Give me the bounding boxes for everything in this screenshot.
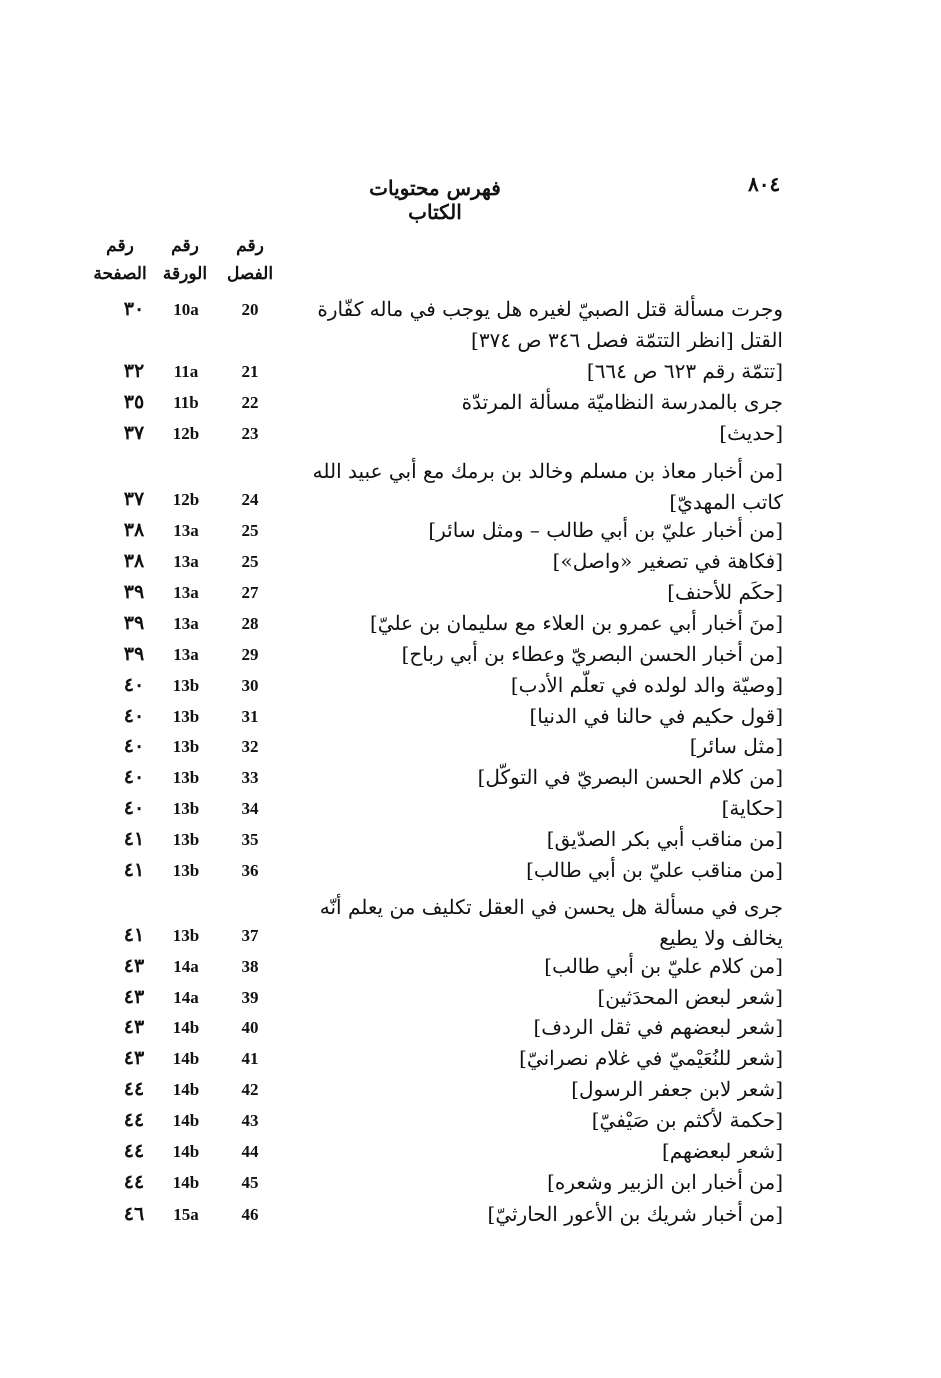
chapter-number: 21 bbox=[241, 362, 259, 381]
entry-title: [منَ أخبار أبي عمرو بن العلاء مع سليمان بن عليّ] bbox=[369, 611, 783, 635]
table-row bbox=[0, 1199, 941, 1230]
table-row bbox=[0, 824, 941, 855]
entry-title: [من مناقب عليّ بن أبي طالب] bbox=[526, 858, 783, 882]
folio-number: 15a bbox=[173, 1205, 199, 1224]
page-ref: ٤١ bbox=[123, 859, 145, 881]
entry-title: [من كلام عليّ بن أبي طالب] bbox=[544, 954, 783, 978]
entry-title: [من أخبار عليّ بن أبي طالب – ومثل سائر] bbox=[428, 518, 783, 542]
chapter-number: 30 bbox=[241, 676, 259, 695]
entry-title: [من مناقب أبي بكر الصدّيق] bbox=[546, 827, 783, 851]
table-row bbox=[0, 855, 941, 886]
folio-number: 14a bbox=[173, 988, 199, 1007]
table-row bbox=[0, 892, 941, 954]
folio-number: 13a bbox=[173, 583, 199, 602]
folio-number: 14b bbox=[172, 1049, 200, 1068]
column-header-folio-line2: الورقة bbox=[162, 264, 208, 284]
column-header-page-line1: رقم bbox=[106, 236, 134, 256]
entry-title: [فكاهة في تصغير «واصل»] bbox=[552, 549, 783, 573]
table-row bbox=[0, 294, 941, 356]
folio-number: 14a bbox=[173, 957, 199, 976]
entry-title: [من أخبار شريك بن الأعور الحارثيّ] bbox=[487, 1202, 783, 1226]
column-header-chapter-line1: رقم bbox=[236, 236, 264, 256]
page-ref: ٤٤ bbox=[123, 1109, 145, 1131]
table-row bbox=[0, 1043, 941, 1074]
chapter-number: 37 bbox=[241, 926, 259, 945]
table-row bbox=[0, 731, 941, 762]
page-ref: ٤٣ bbox=[123, 1047, 145, 1069]
table-row bbox=[0, 1136, 941, 1167]
chapter-number: 38 bbox=[241, 957, 259, 976]
table-row bbox=[0, 577, 941, 608]
page-ref: ٣٥ bbox=[123, 391, 145, 413]
table-row bbox=[0, 1074, 941, 1105]
folio-number: 13b bbox=[172, 830, 200, 849]
page-ref: ٤١ bbox=[123, 828, 145, 850]
page-ref: ٣٧ bbox=[123, 488, 145, 510]
page-ref: ٤٣ bbox=[123, 1016, 145, 1038]
entry-title: [من أخبار الحسن البصريّ وعطاء بن أبي رباح] bbox=[401, 642, 783, 666]
entry-title: [من أخبار معاذ بن مسلم وخالد بن برمك مع أبي عبيد الله كاتب المهديّ] bbox=[312, 459, 783, 514]
entry-title: [حكمة لأكثم بن صَيْفيّ] bbox=[591, 1108, 783, 1132]
entry-title: [حديث] bbox=[719, 421, 783, 445]
chapter-number: 25 bbox=[241, 552, 259, 571]
table-row bbox=[0, 1167, 941, 1198]
chapter-number: 36 bbox=[241, 861, 259, 880]
table-row bbox=[0, 387, 941, 418]
entry-title: [شعر للنُعَيْميّ في غلام نصرانيّ] bbox=[519, 1046, 783, 1070]
chapter-number: 35 bbox=[241, 830, 259, 849]
chapter-number: 31 bbox=[241, 707, 259, 726]
page-ref: ٤٠ bbox=[123, 766, 145, 788]
page-title: فهرس محتويات الكتاب bbox=[369, 176, 501, 224]
chapter-number: 28 bbox=[241, 614, 259, 633]
page-ref: ٣٨ bbox=[123, 519, 145, 541]
folio-number: 14b bbox=[172, 1142, 200, 1161]
entry-title: [شعر لبعض المحدَثين] bbox=[597, 985, 783, 1009]
chapter-number: 20 bbox=[241, 300, 259, 319]
folio-number: 13b bbox=[172, 768, 200, 787]
chapter-number: 32 bbox=[241, 737, 259, 756]
entry-title: [من أخبار ابن الزبير وشعره] bbox=[547, 1170, 783, 1194]
column-header-page-line2: الصفحة bbox=[93, 264, 147, 284]
folio-number: 13b bbox=[172, 799, 200, 818]
folio-number: 11a bbox=[173, 362, 199, 381]
chapter-number: 22 bbox=[241, 393, 259, 412]
chapter-number: 25 bbox=[241, 521, 259, 540]
chapter-number: 29 bbox=[241, 645, 259, 664]
table-row bbox=[0, 793, 941, 824]
chapter-number: 46 bbox=[241, 1205, 259, 1224]
folio-number: 13b bbox=[172, 737, 200, 756]
folio-number: 14b bbox=[172, 1173, 200, 1192]
folio-number: 13a bbox=[173, 645, 199, 664]
chapter-number: 45 bbox=[241, 1173, 259, 1192]
entry-title: جرى بالمدرسة النظاميّة مسألة المرتدّة bbox=[461, 390, 783, 414]
folio-number: 13a bbox=[173, 614, 199, 633]
entry-title: [شعر لبعضهم] bbox=[661, 1139, 783, 1163]
folio-number: 13b bbox=[172, 707, 200, 726]
table-row bbox=[0, 639, 941, 670]
chapter-number: 33 bbox=[241, 768, 259, 787]
entry-title: جرى في مسألة هل يحسن في العقل تكليف من يعلم أنّه يخالف ولا يطيع bbox=[319, 895, 783, 950]
folio-number: 13a bbox=[173, 552, 199, 571]
page-ref: ٤٠ bbox=[123, 735, 145, 757]
entry-title: [قول حكيم في حالنا في الدنيا] bbox=[529, 704, 783, 728]
folio-number: 12b bbox=[172, 490, 200, 509]
page-ref: ٤٦ bbox=[123, 1203, 145, 1225]
page-ref: ٤٤ bbox=[123, 1171, 145, 1193]
entry-title: [من كلام الحسن البصريّ في التوكّل] bbox=[477, 765, 783, 789]
table-row bbox=[0, 418, 941, 449]
folio-number: 11b bbox=[173, 393, 199, 412]
entry-title: [حكاية] bbox=[721, 796, 783, 820]
page-ref: ٣٢ bbox=[123, 360, 145, 382]
table-row bbox=[0, 356, 941, 387]
entry-title: وجرت مسألة قتل الصبيّ لغيره هل يوجب في ماله كفّارة القتل [انظر التتمّة فصل ٣٤٦ ص ٣٧٤] bbox=[317, 297, 783, 352]
page-ref: ٣٧ bbox=[123, 422, 145, 444]
chapter-number: 43 bbox=[241, 1111, 259, 1130]
folio-number: 13b bbox=[172, 861, 200, 880]
page-ref: ٣٩ bbox=[123, 581, 145, 603]
folio-number: 14b bbox=[172, 1018, 200, 1037]
page-ref: ٤٠ bbox=[123, 705, 145, 727]
page-ref: ٤١ bbox=[123, 924, 145, 946]
table-row bbox=[0, 515, 941, 546]
page-ref: ٤٣ bbox=[123, 986, 145, 1008]
table-row bbox=[0, 762, 941, 793]
table-row bbox=[0, 701, 941, 732]
table-row bbox=[0, 1012, 941, 1043]
table-row bbox=[0, 670, 941, 701]
page-ref: ٤٤ bbox=[123, 1078, 145, 1100]
entry-title: [تتمّة رقم ٦٢٣ ص ٦٦٤] bbox=[586, 359, 783, 383]
table-row bbox=[0, 546, 941, 577]
table-row bbox=[0, 608, 941, 639]
page-ref: ٣٠ bbox=[123, 298, 145, 320]
entry-title: [وصيّة والد لولده في تعلّم الأدب] bbox=[510, 673, 783, 697]
page-ref: ٤٣ bbox=[123, 955, 145, 977]
page-ref: ٤٠ bbox=[123, 674, 145, 696]
folio-number: 10a bbox=[173, 300, 199, 319]
chapter-number: 44 bbox=[241, 1142, 259, 1161]
folio-number: 12b bbox=[172, 424, 200, 443]
page-ref: ٣٩ bbox=[123, 612, 145, 634]
column-header-chapter-line2: الفصل bbox=[226, 264, 274, 284]
entry-title: [حكَم للأحنف] bbox=[667, 580, 783, 604]
column-header-folio-line1: رقم bbox=[171, 236, 199, 256]
page-ref: ٣٩ bbox=[123, 643, 145, 665]
chapter-number: 34 bbox=[241, 799, 259, 818]
folio-number: 14b bbox=[172, 1080, 200, 1099]
page-ref: ٣٨ bbox=[123, 550, 145, 572]
chapter-number: 27 bbox=[241, 583, 259, 602]
entry-title: [شعر لبعضهم في ثقل الردف] bbox=[533, 1015, 783, 1039]
table-row bbox=[0, 456, 941, 518]
folio-number: 13b bbox=[172, 676, 200, 695]
chapter-number: 39 bbox=[241, 988, 259, 1007]
page-ref: ٤٤ bbox=[123, 1140, 145, 1162]
entry-title: [شعر لابن جعفر الرسول] bbox=[571, 1077, 783, 1101]
chapter-number: 40 bbox=[241, 1018, 259, 1037]
folio-number: 13b bbox=[172, 926, 200, 945]
folio-number: 14b bbox=[172, 1111, 200, 1130]
table-row bbox=[0, 982, 941, 1013]
chapter-number: 23 bbox=[241, 424, 259, 443]
page-ref: ٤٠ bbox=[123, 797, 145, 819]
chapter-number: 41 bbox=[241, 1049, 259, 1068]
chapter-number: 42 bbox=[241, 1080, 259, 1099]
entry-title: [مثل سائر] bbox=[689, 734, 783, 758]
table-row bbox=[0, 1105, 941, 1136]
page-number: ٨٠٤ bbox=[748, 172, 781, 196]
chapter-number: 24 bbox=[241, 490, 259, 509]
folio-number: 13a bbox=[173, 521, 199, 540]
table-row bbox=[0, 951, 941, 982]
